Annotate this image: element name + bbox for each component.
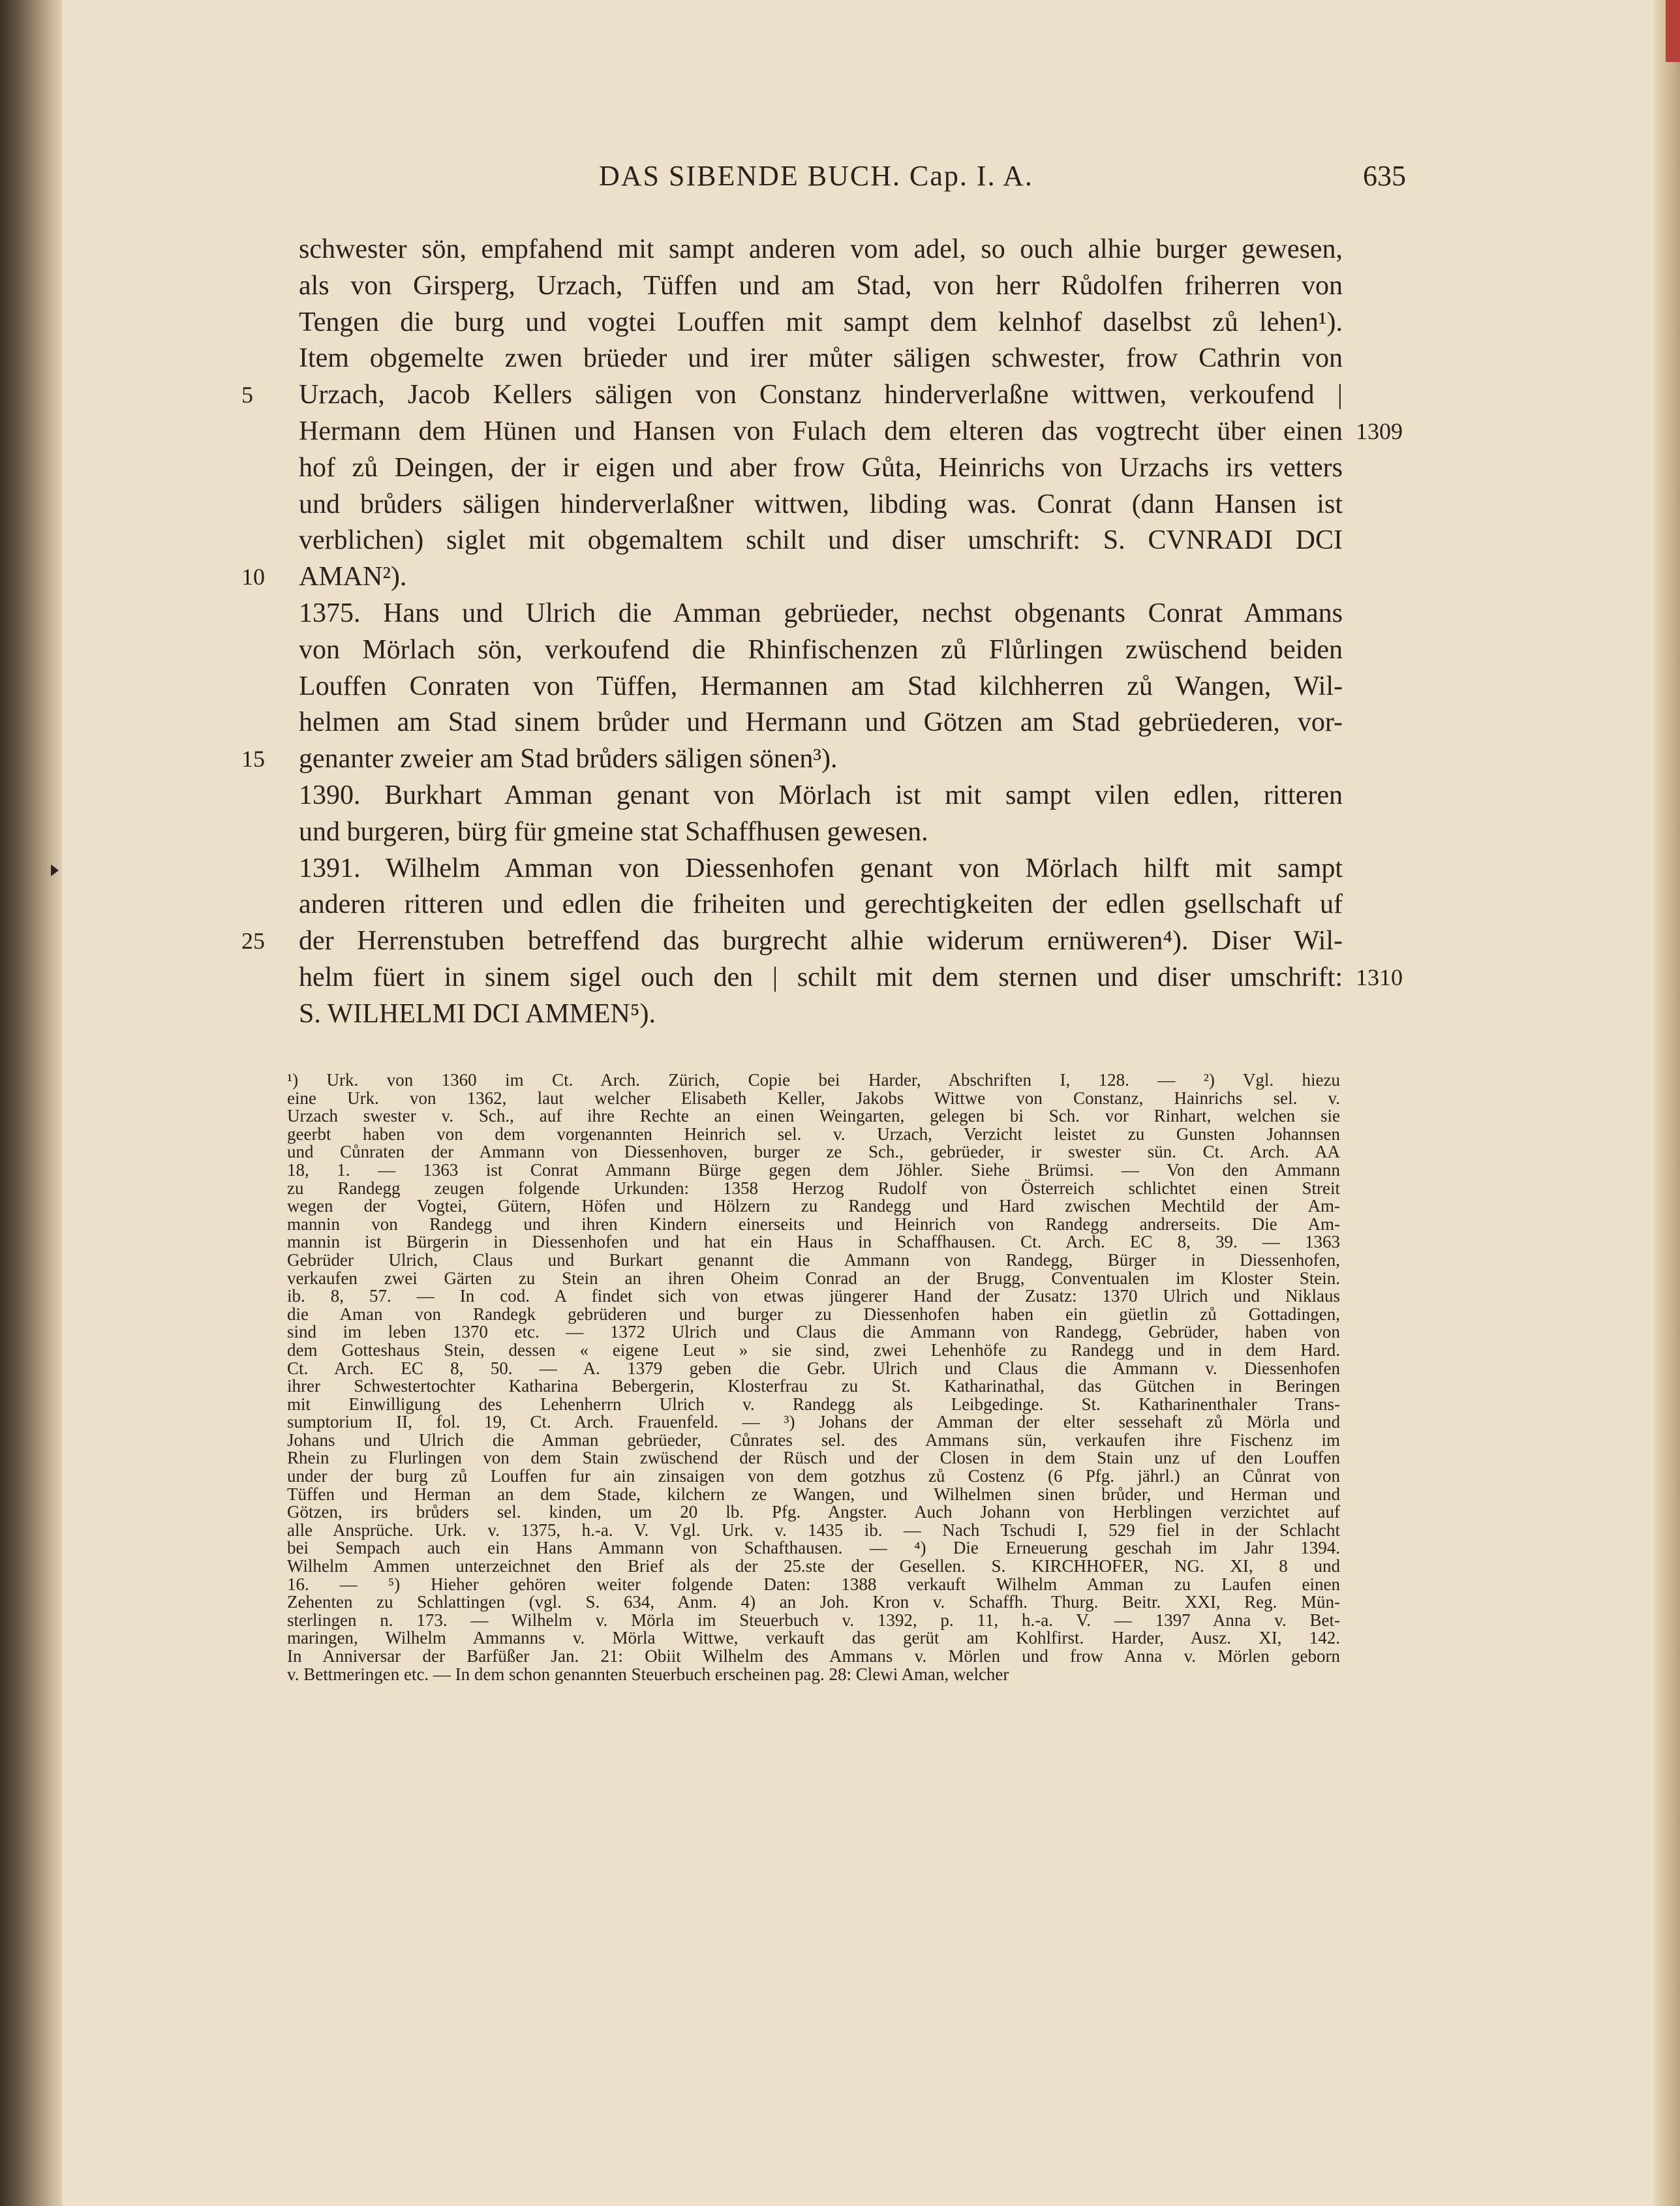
footnote-line: ihrer Schwestertochter Katharina Bebergerin, Klosterfrau zu St. Katharinathal, das Gütchen in Beringen	[287, 1376, 1340, 1396]
footnote-line: eine Urk. von 1362, laut welcher Elisabeth Keller, Jakobs Wittwe von Constanz, Hainrichs sel. v.	[287, 1088, 1340, 1108]
footnote-line: Johans und Ulrich die Amman gebrüeder, Cůnrates sel. des Ammans sün, verkaufen ihre Fischenz im	[287, 1430, 1340, 1450]
line-text: verblichen) siglet mit obgemaltem schilt und diser umschrift: S. CVNRADI DCI	[299, 525, 1343, 556]
text-line	[299, 887, 1343, 923]
red-tab-marker	[1666, 0, 1680, 62]
line-number: 15	[241, 746, 265, 773]
footnote-line: Urzach swester v. Sch., auf ihre Rechte an einen Weingarten, gelegen bi Sch. vor Rinhart, welchen sie	[287, 1106, 1340, 1126]
footnote-line: sind im leben 1370 etc. — 1372 Ulrich und Claus die Ammann von Randegg, Gebrüder, haben von	[287, 1322, 1340, 1342]
footnote-line: wegen der Vogtei, Gütern, Höfen und Hölzern zu Randegg und Hard zwischen Mechtild der Am-	[287, 1196, 1340, 1216]
line-text: als von Girsperg, Urzach, Tüffen und am Stad, von herr Růdolfen friherren von	[299, 270, 1343, 301]
footnote-line: Ct. Arch. EC 8, 50. — A. 1379 geben die Gebr. Ulrich und Claus die Ammann v. Diessenhofen	[287, 1358, 1340, 1378]
line-text: und brůders säligen hinderverlaßner wittwen, libding was. Conrat (dann Hansen ist	[299, 489, 1343, 519]
text-line	[299, 960, 1403, 996]
footnote-line: ib. 8, 57. — In cod. A findet sich von etwas jüngerer Hand der Zusatz: 1370 Ulrich und Niklaus	[287, 1286, 1340, 1306]
text-line	[299, 523, 1343, 559]
footnote-line: die Aman von Randegk gebrüderen und burger zu Diessenhofen haben ein güetlin zů Gottadingen,	[287, 1304, 1340, 1324]
margin-year: 1310	[1356, 964, 1403, 990]
text-line	[299, 632, 1343, 669]
text-line	[299, 341, 1343, 377]
line-text: S. WILHELMI DCI AMMEN⁵).	[299, 998, 656, 1029]
line-text: 1390. Burkhart Amman genant von Mörlach ist mit sampt vilen edlen, ritteren	[299, 780, 1343, 810]
line-text: Hermann dem Hünen und Hansen von Fulach dem elteren das vogtrecht über einen	[299, 416, 1343, 446]
text-line	[299, 596, 1343, 632]
footnote-line: mannin von Randegg und ihren Kindern einerseits und Heinrich von Randegg andrerseits. Die Am-	[287, 1214, 1340, 1234]
footnote-line: Tüffen und Herman an dem Stade, kilchern ze Wangen, und Wilhelmen sinen brůder, und Herman und	[287, 1484, 1340, 1504]
line-text: Tengen die burg und vogtei Louffen mit sampt dem kelnhof daselbst zů lehen¹).	[299, 307, 1343, 337]
line-text: 1375. Hans und Ulrich die Amman gebrüeder, nechst obgenants Conrat Ammans	[299, 598, 1343, 628]
text-line	[299, 305, 1343, 341]
footnote-line: v. Bettmeringen etc. — In dem schon genannten Steuerbuch erscheinen pag. 28: Clewi Aman, welcher	[287, 1664, 1009, 1684]
text-line	[241, 741, 1343, 778]
footnote-line: alle Ansprüche. Urk. v. 1375, h.-a. V. Vgl. Urk. v. 1435 ib. — Nach Tschudi I, 529 fiel in der Schlacht	[287, 1520, 1340, 1540]
text-line	[241, 923, 1343, 960]
line-text: Louffen Conraten von Tüffen, Hermannen am Stad kilchherren zů Wangen, Wil-	[299, 671, 1343, 701]
line-text: von Mörlach sön, verkoufend die Rhinfischenzen zů Flůrlingen zwüschend beiden	[299, 634, 1343, 665]
footnote-line: Götzen, irs brůders sel. kinden, um 20 lb. Pfg. Angster. Auch Johann von Herblingen verzichtet auf	[287, 1502, 1340, 1522]
text-line	[299, 450, 1343, 487]
margin-year: 1309	[1356, 418, 1403, 444]
line-text: hof zů Deingen, der ir eigen und aber frow Gůta, Heinrichs von Urzachs irs vetters	[299, 452, 1343, 483]
text-line	[299, 851, 1343, 887]
footnote-line: mannin ist Bürgerin in Diessenhofen und hat ein Haus in Schaffhausen. Ct. Arch. EC 8, 39. — 1363	[287, 1232, 1340, 1252]
text-line	[299, 814, 1343, 851]
line-text: helmen am Stad sinem brůder und Hermann und Götzen am Stad gebrüederen, vor-	[299, 707, 1343, 738]
footnote-line: bei Sempach auch ein Hans Ammann von Schafthausen. — ⁴) Die Erneuerung geschah im Jahr 1394.	[287, 1538, 1340, 1558]
footnote-line: sterlingen n. 173. — Wilhelm v. Mörla im Steuerbuch v. 1392, p. 11, h.-a. V. — 1397 Anna v. Bet-	[287, 1610, 1340, 1630]
page-number: 635	[1363, 160, 1406, 192]
line-number: 25	[241, 928, 265, 955]
line-text: helm füert in sinem sigel ouch den | schilt mit dem sternen und diser umschrift:	[299, 962, 1343, 992]
text-line	[299, 487, 1343, 523]
line-text: und burgeren, bürg für gmeine stat Schaffhusen gewesen.	[299, 816, 928, 847]
text-line	[299, 232, 1343, 268]
text-line	[241, 559, 1343, 596]
footnote-line: In Anniversar der Barfüßer Jan. 21: Obiit Wilhelm des Ammans v. Mörlen und frow Anna v. Mörlen geborn	[287, 1646, 1340, 1666]
footnote-line: verkaufen zwei Gärten zu Stein an ihren Oheim Conrad an der Brugg, Conventualen im Kloster Stein.	[287, 1268, 1340, 1288]
line-text: genanter zweier am Stad brůders säligen sönen³).	[299, 744, 838, 774]
footnote-line: dem Gotteshaus Stein, dessen « eigene Leut » sie sind, zwei Lehenhöfe zu Randegg und in dem Hard.	[287, 1340, 1340, 1360]
page-edge	[1654, 0, 1680, 2206]
line-text: Urzach, Jacob Kellers säligen von Constanz hinderverlaßne wittwen, verkoufend |	[299, 380, 1343, 410]
book-gutter	[0, 0, 62, 2206]
footnote-line: mit Einwilligung des Lehenherrn Ulrich v. Randegg als Leibgedinge. St. Katharinenthaler Trans-	[287, 1394, 1340, 1414]
footnote-line: 18, 1. — 1363 ist Conrat Ammann Bürge gegen dem Jöhler. Siehe Brümsi. — Von den Ammann	[287, 1159, 1340, 1180]
line-number: 5	[241, 382, 253, 408]
footnote-line: und Cůnraten der Ammann von Diessenhoven, burger ze Sch., gebrüeder, ir swester sün. Ct. Arch. AA	[287, 1142, 1340, 1162]
main-text	[241, 232, 1403, 1033]
line-text: 1391. Wilhelm Amman von Diessenhofen genant von Mörlach hilft mit sampt	[299, 853, 1343, 883]
text-line	[299, 778, 1343, 814]
bookmark-triangle-icon	[51, 865, 59, 876]
text-line	[299, 996, 1343, 1033]
footnote-line: sumptorium II, fol. 19, Ct. Arch. Frauenfeld. — ³) Johans der Amman der elter sessehaft zů Mörla und	[287, 1412, 1340, 1432]
text-line	[299, 669, 1343, 705]
chapter-title: DAS SIBENDE BUCH. Cap. I. A.	[599, 160, 1033, 192]
footnote-line: Wilhelm Ammen unterzeichnet den Brief als der 25.ste der Gesellen. S. KIRCHHOFER, NG. XI, 8 und	[287, 1556, 1340, 1576]
text-line	[241, 377, 1343, 414]
text-line	[299, 268, 1343, 305]
footnote-line: zu Randegg zeugen folgende Urkunden: 1358 Herzog Rudolf von Österreich schlichtet einen Streit	[287, 1178, 1340, 1198]
line-number: 10	[241, 564, 265, 590]
footnote-line: under der burg zů Louffen fur ain zinsaigen von dem gotzhus zů Costenz (6 Pfg. jährl.) an Cůnrat von	[287, 1466, 1340, 1486]
line-text: der Herrenstuben betreffend das burgrecht alhie widerum ernüweren⁴). Diser Wil-	[299, 926, 1343, 957]
line-text: Item obgemelte zwen brüeder und irer můter säligen schwester, frow Cathrin von	[299, 343, 1343, 374]
text-line	[299, 414, 1403, 450]
footnote-line: ¹) Urk. von 1360 im Ct. Arch. Zürich, Copie bei Harder, Abschriften I, 128. — ²) Vgl. hiezu	[287, 1070, 1340, 1090]
footnote-line: Zehenten zu Schlattingen (vgl. S. 634, Anm. 4) an Joh. Kron v. Schaffh. Thurg. Beitr. XXI, Reg. Mün-	[287, 1592, 1340, 1612]
line-text: AMAN²).	[299, 562, 407, 592]
footnote-line: Gebrüder Ulrich, Claus und Burkart genannt die Ammann von Randegg, Bürger in Diessenhofen,	[287, 1249, 1340, 1270]
footnote-line: maringen, Wilhelm Ammanns v. Mörla Wittwe, verkauft das gerüt am Kohlfirst. Harder, Ausz. XI, 142.	[287, 1628, 1340, 1648]
line-text: anderen ritteren und edlen die friheiten und gerechtigkeiten der edlen gsellschaft uf	[299, 889, 1343, 920]
footnote-line: Rhein zu Flurlingen von dem Stain zwüschend der Rüsch und der Closen in dem Stain unz uf den Louffen	[287, 1448, 1340, 1468]
running-header	[287, 159, 1426, 205]
footnote-line: 16. — ⁵) Hieher gehören weiter folgende Daten: 1388 verkauft Wilhelm Amman zu Laufen einen	[287, 1574, 1340, 1594]
footnote-line: geerbt haben von dem vorgenannten Heinrich sel. v. Urzach, Verzicht leistet zu Gunsten Johannsen	[287, 1124, 1340, 1144]
text-line	[299, 705, 1343, 741]
footnotes	[287, 1071, 1340, 1683]
line-text: schwester sön, empfahend mit sampt anderen vom adel, so ouch alhie burger gewesen,	[299, 234, 1343, 264]
